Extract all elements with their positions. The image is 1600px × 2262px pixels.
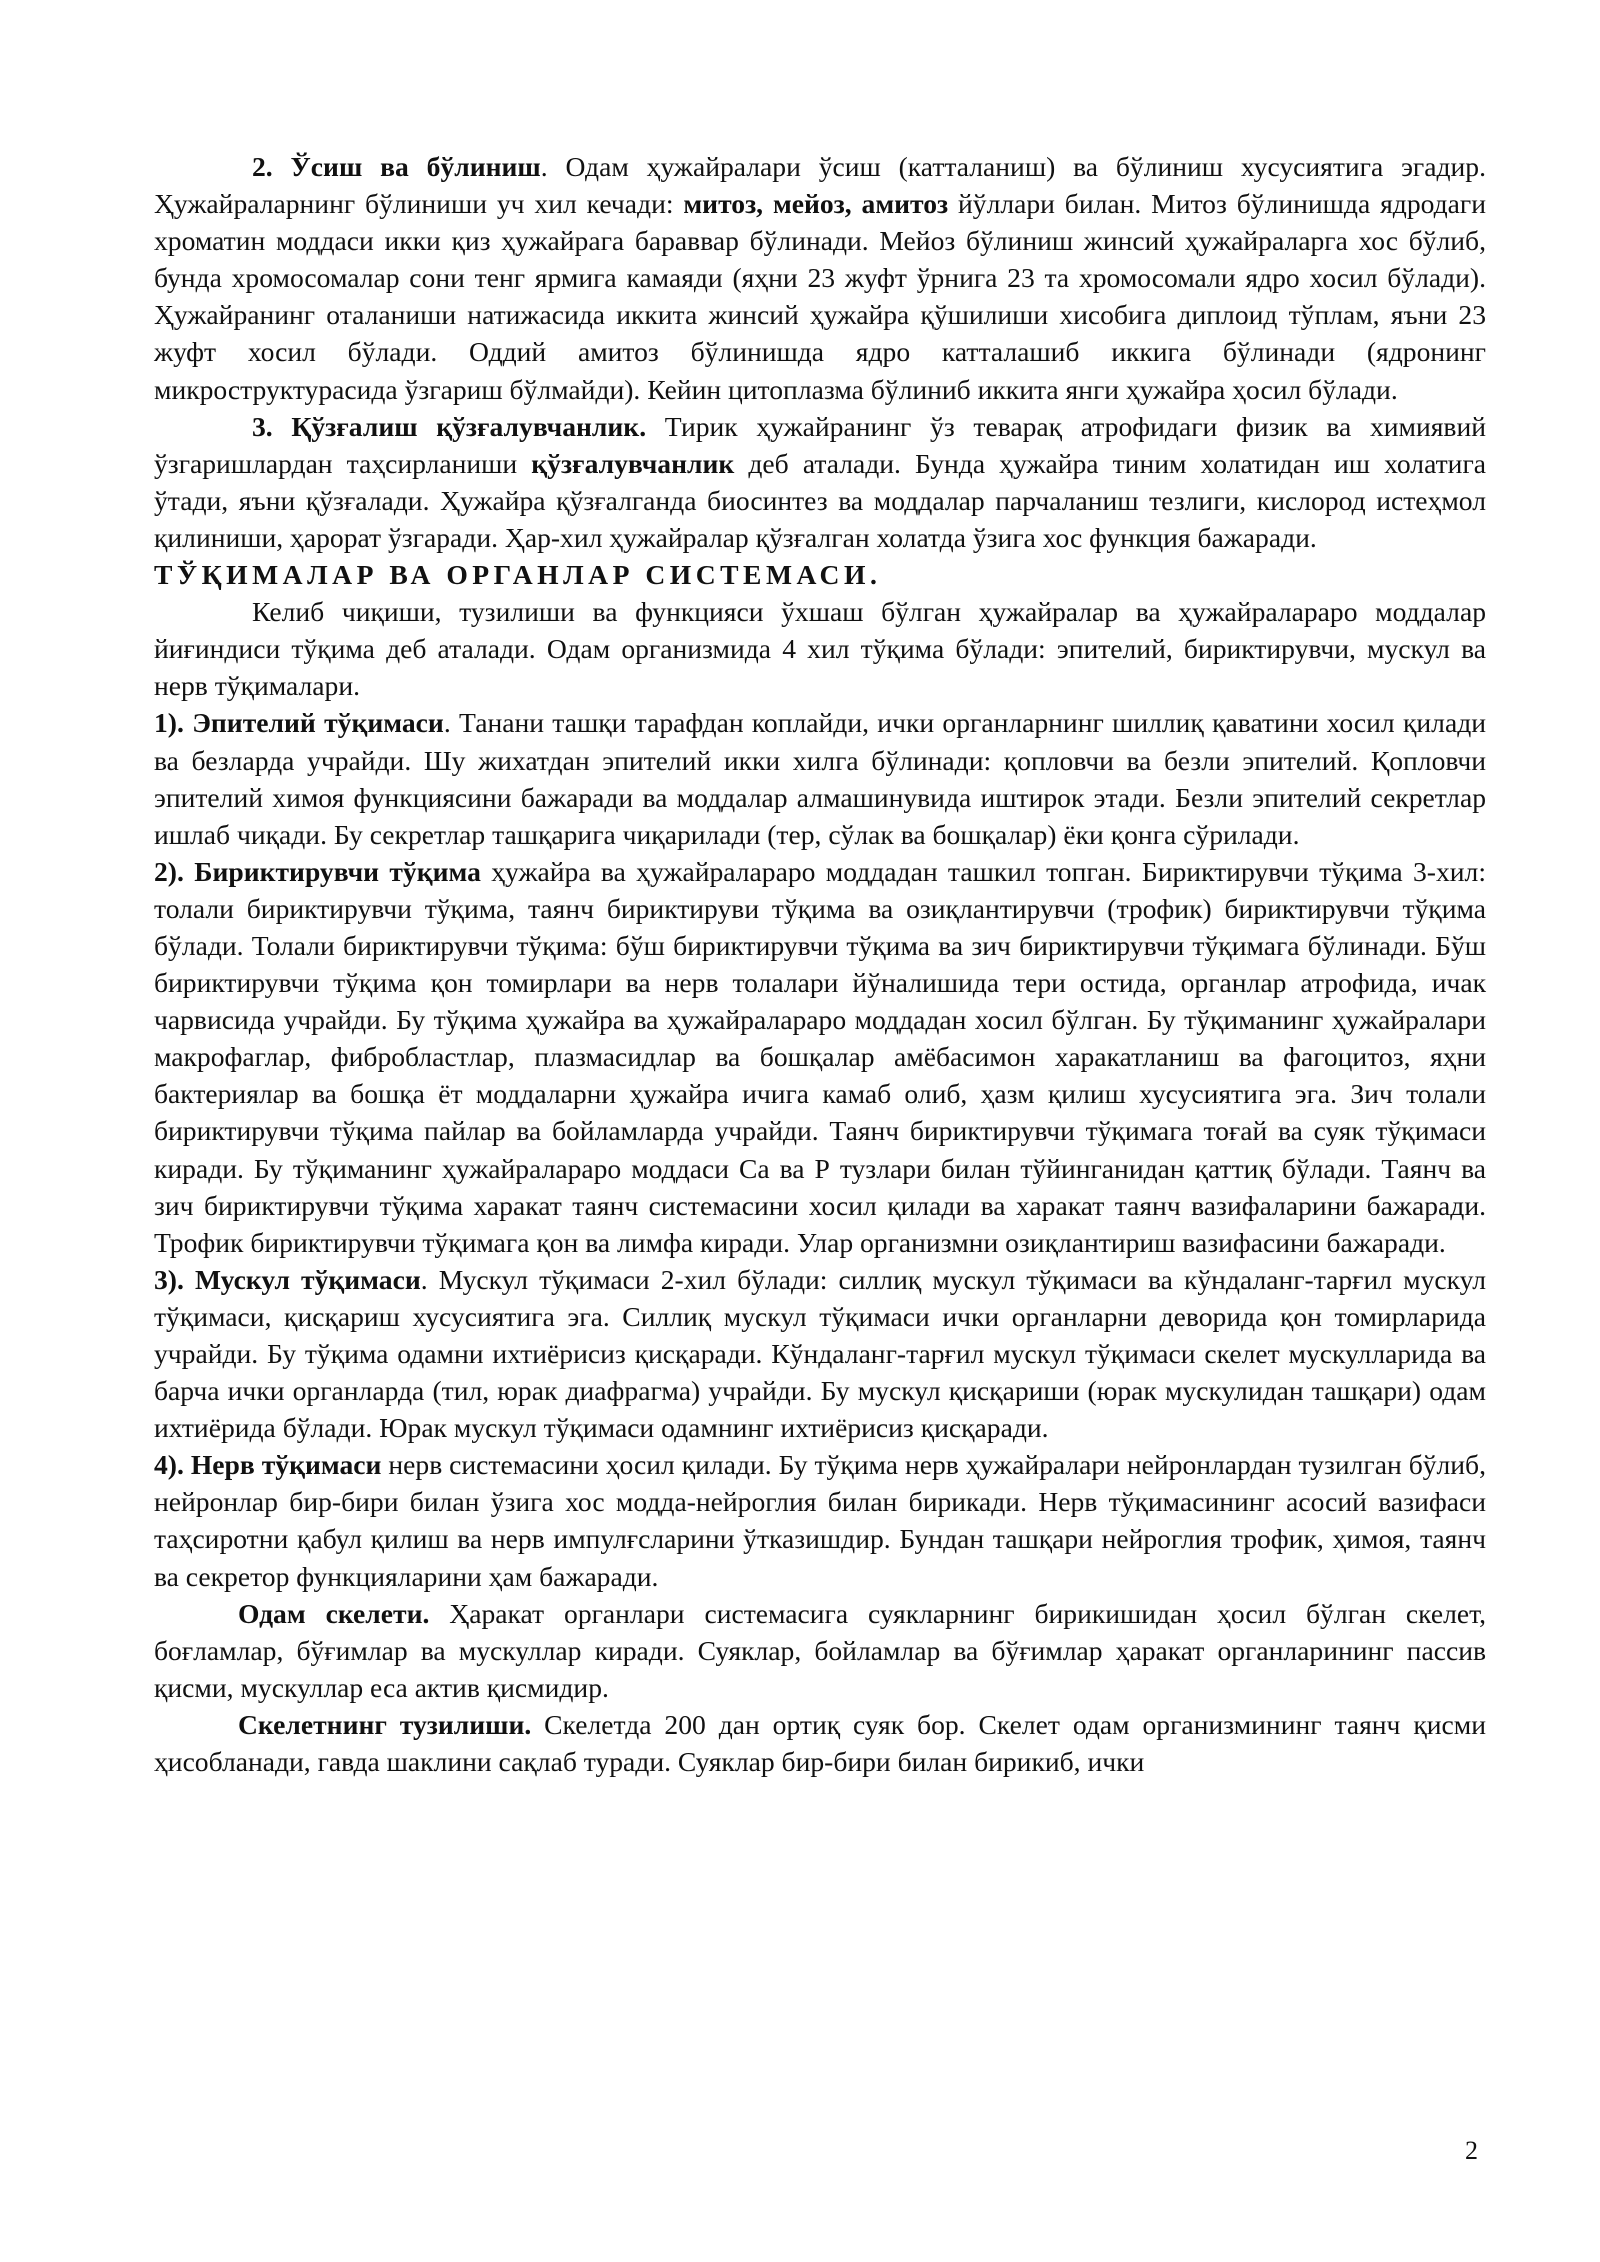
text: ҳужайра ва ҳужайралараро моддадан ташкил топган. Бириктирувчи тўқима 3-хил: толали бириктирувчи тўқима, таянч бириктируви тўқима ва озиқлантирувчи (трофик) бириктирувчи тўқима бўлади. Толали бириктирувчи тўқима: бўш бириктирувчи тўқима ва зич бириктирувчи тўқимага бўлинади. Бўш бириктирувчи тўқима қон томирлари ва нерв толалари йўналишида тери остида, органлар атрофида, ичак чарвисида учрайди. Бу тўқима ҳужайра ва ҳужайралараро моддадан хосил бўлган. Бу тўқиманинг ҳужайралари макрофаглар, фибробластлар, плазмасидлар ва бошқалар амёбасимон харакатланиш ва фагоцитоз, яҳни бактериялар ва бошқа ёт моддаларни ҳужайра ичига камаб олиб, ҳазм қилиш хусусиятига эга. Зич толали бириктирувчи тўқима пайлар ва бойламларда учрайди. Таянч бириктирувчи тўқимага тоғай ва суяк тўқимаси киради. Бу тўқиманинг ҳужайралараро моддаси Са ва Р тузлари билан тўйинганидан қаттиқ бўлади. Таянч ва зич бириктирувчи тўқима харакат таянч системасини хосил қилади ва харакат таянч вазифаларини бажаради. Трофик бириктирувчи тўқимага қон ва лимфа киради. Улар организмни озиқлантириш вазифасини бажаради. <box>154 855 1486 1258</box>
paragraph-excitability <box>154 408 1486 556</box>
heading-muscle-tissue: 3). Мускул тўқимаси <box>154 1263 421 1295</box>
paragraph-human-skeleton <box>154 1595 1486 1706</box>
heading-growth-division: 2. Ўсиш ва бўлиниш <box>252 151 541 182</box>
text: Тирик ҳужайранинг ўз теварақ атрофидаги физик ва химиявий ўзгаришлардан таҳсирланиши <box>154 410 1486 479</box>
bold-term: қўзғалувчанлик <box>531 447 735 479</box>
text: . Мускул тўқимаси 2-хил бўлади: силлиқ мускул тўқимаси ва кўндаланг-тарғил мускул тўқимаси, қисқариш хусусиятига эга. Силлиқ мускул тўқимаси ички органларни деворида қон томирларида учрайди. Бу тўқима одамни ихтиёрисиз қисқаради. Кўндаланг-тарғил мускул тўқимаси скелет мускулларида ва барча ички органларда (тил, юрак диафрагма) учрайди. Бу мускул қисқариши (юрак мускулидан ташқари) одам ихтиёрида бўлади. Юрак мускул тўқимаси одамнинг ихтиёрисиз қисқаради. <box>154 1263 1486 1444</box>
text: Келиб чиқиши, тузилиши ва функцияси ўхшаш бўлган ҳужайралар ва ҳужайралараро моддалар йиғиндиси тўқима деб аталади. Одам организмида 4 хил тўқима бўлади: эпителий, бириктирувчи, мускул ва нерв тўқималари. <box>154 596 1486 702</box>
text: Скелетда 200 дан ортиқ суяк бор. Скелет одам организмининг таянч қисми ҳисобланади, гавда шаклини сақлаб туради. Суяклар бир-бири билан бирикиб, ички <box>154 1708 1486 1778</box>
heading-epithelial-tissue: 1). Эпителий тўқимаси <box>154 707 444 739</box>
heading-human-skeleton: Одам скелети. <box>238 1597 430 1629</box>
paragraph-epithelial-tissue <box>154 704 1486 852</box>
paragraph-growth-division <box>154 148 1486 408</box>
heading-connective-tissue: 2). Бириктирувчи тўқима <box>154 855 481 887</box>
heading-nerve-tissue: 4). Нерв тўқимаси <box>154 1449 382 1481</box>
heading-skeleton-structure: Скелетнинг тузилиши. <box>238 1708 532 1740</box>
text: деб аталади. Бунда ҳужайра тиним холатидан иш холатига ўтади, яъни қўзғалади. Ҳужайра қўзғалганда биосинтез ва моддалар парчаланиш тезлиги, кислород истеҳмол қилиниши, ҳарорат ўзгаради. Ҳар-хил ҳужайралар қўзғалган холатда ўзига хос функция бажаради. <box>154 447 1487 553</box>
text: нерв системасини ҳосил қилади. Бу тўқима нерв ҳужайралари нейронлардан тузилган бўлиб, нейронлар бир-бири билан ўзига хос модда-нейроглия билан бирикади. Нерв тўқимасининг асосий вазифаси таҳсиротни қабул қилиш ва нерв импулғсларини ўтказишдир. Бундан ташқари нейроглия трофик, ҳимоя, таянч ва секретор функцияларини ҳам бажаради. <box>154 1449 1486 1592</box>
paragraph-skeleton-structure <box>154 1706 1486 1780</box>
paragraph-tissue-definition <box>154 593 1486 704</box>
paragraph-nerve-tissue <box>154 1446 1486 1594</box>
text: Ҳаракат органлари системасига суякларнинг бирикишидан ҳосил бўлган скелет, боғламлар, бўғимлар ва мускуллар киради. Суяклар, бойламлар ва бўғимлар ҳаракат органларининг пассив қисми, мускуллар еса актив қисмидир. <box>154 1597 1486 1703</box>
bold-term: митоз, мейоз, амитоз <box>683 188 949 220</box>
heading-excitability: 3. Қўзғалиш қўзғалувчанлик. <box>252 410 647 442</box>
section-title: ТЎҚИМАЛАР ВА ОРГАНЛАР СИСТЕМАСИ. <box>154 559 882 591</box>
text: . Одам ҳужайралари ўсиш (катталаниш) ва бўлиниш хусусиятига эгадир. Ҳужайраларнинг бўлиниши уч хил кечади: <box>154 151 1486 220</box>
paragraph-connective-tissue <box>154 853 1486 1261</box>
page-number: 2 <box>1465 2136 1478 2165</box>
paragraph-muscle-tissue <box>154 1261 1486 1446</box>
text: йўллари билан. Митоз бўлинишда ядродаги хроматин моддаси икки қиз ҳужайрага бараввар бўлинади. Мейоз бўлиниш жинсий ҳужайраларга хос бўлиб, бунда хромосомалар сони тенг ярмига камаяди (яҳни 23 жуфт ўрнига 23 та хромосомали ядро хосил бўлади). Ҳужайранинг оталаниши натижасида иккита жинсий ҳужайра қўшилиши хисобига диплоид тўплам, яъни 23 жуфт хосил бўлади. Оддий амитоз бўлинишда ядро катталашиб иккига бўлинади (ядронинг микроструктурасида ўзгариш бўлмайди). Кейин цитоплазма бўлиниб иккита янги ҳужайра ҳосил бўлади. <box>154 188 1486 405</box>
text: . Танани ташқи тарафдан коплайди, ички органларнинг шиллиқ қаватини хосил қилади ва безларда учрайди. Шу жихатдан эпителий икки хилга бўлинади: қопловчи ва безли эпителий. Қопловчи эпителий химоя функциясини бажаради ва моддалар алмашинувида иштирок этади. Безли эпителий секретлар ишлаб чиқади. Бу секретлар ташқарига чиқарилади (тер, сўлак ва бошқалар) ёки қонга сўрилади. <box>154 707 1486 850</box>
document-page <box>154 148 1486 1780</box>
